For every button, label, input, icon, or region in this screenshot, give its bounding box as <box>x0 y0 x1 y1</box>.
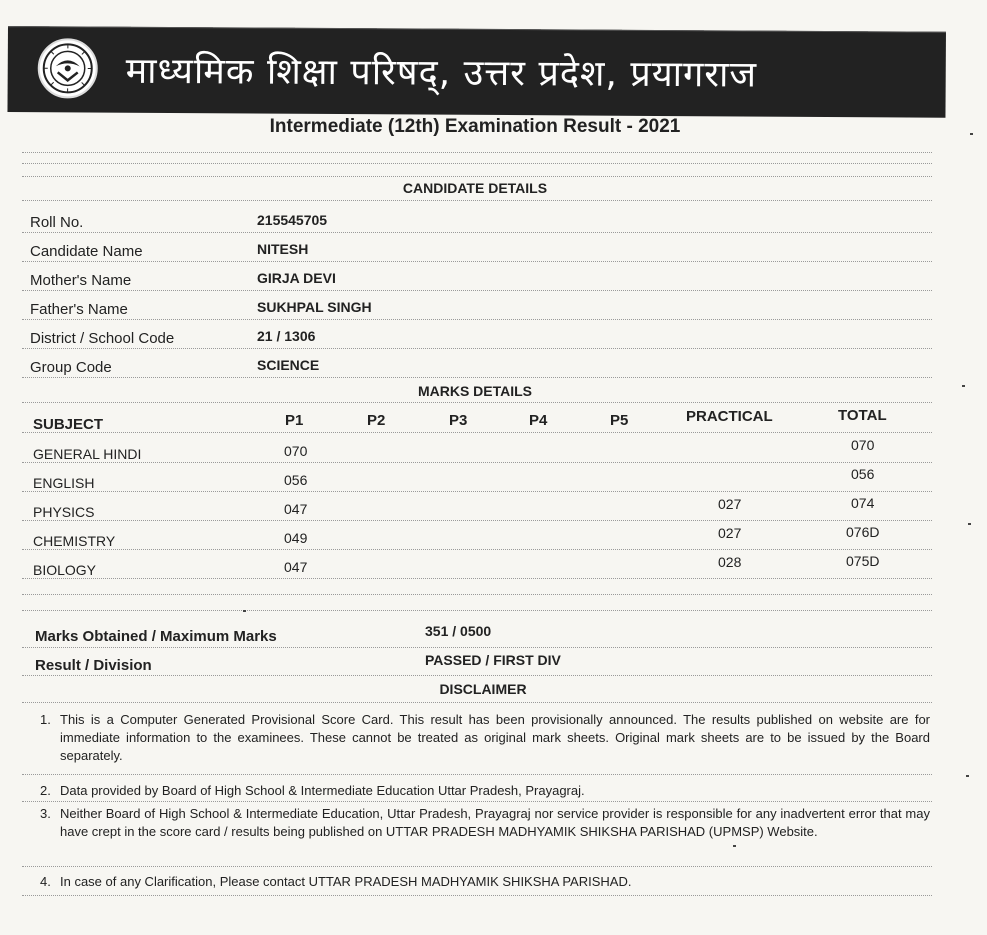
disclaimer-item <box>40 805 930 841</box>
total-marks: 070 <box>851 437 875 453</box>
father-name-value: SUKHPAL SINGH <box>257 299 372 315</box>
divider <box>22 549 932 550</box>
subject-name: GENERAL HINDI <box>33 446 142 462</box>
scan-speck <box>968 523 971 525</box>
total-marks: 074 <box>851 495 875 511</box>
total-marks: 075D <box>846 553 880 569</box>
candidate-details-heading: CANDIDATE DETAILS <box>402 180 548 196</box>
disclaimer-heading: DISCLAIMER <box>439 681 527 697</box>
col-subject: SUBJECT <box>33 416 104 433</box>
father-name-label: Father's Name <box>30 301 128 318</box>
divider <box>22 176 932 177</box>
p1-marks: 047 <box>284 559 308 575</box>
disclaimer-text: This is a Computer Generated Provisional Score Card. This result has been provisionally announced. The results published on website are for immediate information to the examinees. These cannot be treated as original mark sheets. Original mark sheets are to be issued by the Board separately. <box>60 712 930 763</box>
divider <box>22 462 932 463</box>
divider <box>22 702 932 703</box>
divider <box>22 520 932 521</box>
mother-name-label: Mother's Name <box>30 272 132 289</box>
divider <box>22 895 932 896</box>
marks-obtained-value: 351 / 0500 <box>425 623 492 639</box>
col-practical: PRACTICAL <box>686 408 773 425</box>
disclaimer-item <box>40 711 930 765</box>
col-p2: P2 <box>367 412 386 429</box>
district-school-code-value: 21 / 1306 <box>257 328 316 344</box>
scan-speck <box>970 133 973 135</box>
total-marks: 056 <box>851 466 875 482</box>
subject-name: BIOLOGY <box>33 562 97 578</box>
subject-name: CHEMISTRY <box>33 533 116 549</box>
disclaimer-item <box>40 873 930 891</box>
divider <box>22 610 932 611</box>
col-p3: P3 <box>449 412 468 429</box>
board-header <box>7 26 946 118</box>
disclaimer-number: 3. <box>40 806 51 821</box>
marks-obtained-label: Marks Obtained / Maximum Marks <box>35 628 277 645</box>
scan-speck <box>962 385 965 387</box>
divider <box>22 319 932 320</box>
divider <box>22 232 932 233</box>
col-total: TOTAL <box>838 407 887 424</box>
divider <box>22 200 932 201</box>
scan-speck <box>966 775 969 777</box>
divider <box>22 377 932 378</box>
divider <box>22 801 932 802</box>
divider <box>22 402 932 403</box>
col-p1: P1 <box>285 412 304 429</box>
divider <box>22 152 932 153</box>
divider <box>22 491 932 492</box>
divider <box>22 647 932 648</box>
result-division-value: PASSED / FIRST DIV <box>425 652 561 668</box>
disclaimer-number: 1. <box>40 712 51 727</box>
practical-marks: 027 <box>718 496 742 512</box>
candidate-name-value: NITESH <box>257 241 309 257</box>
candidate-name-label: Candidate Name <box>30 243 143 260</box>
p1-marks: 047 <box>284 501 308 517</box>
district-school-code-label: District / School Code <box>30 330 175 347</box>
disclaimer-text: Neither Board of High School & Intermediate Education, Uttar Pradesh, Prayagraj nor service provider is responsible for any inadvertent error that may have crept in the score card / results being published on UTTAR PRADESH MADHYAMIK SHIKSHA PARISHAD (UPMSP) Website. <box>60 806 930 839</box>
divider <box>22 774 932 775</box>
divider <box>22 578 932 579</box>
scan-speck <box>243 610 246 612</box>
p1-marks: 049 <box>284 530 308 546</box>
divider <box>22 594 932 595</box>
divider <box>22 348 932 349</box>
practical-marks: 028 <box>718 554 742 570</box>
roll-no-value: 215545705 <box>257 212 328 228</box>
p1-marks: 056 <box>284 472 308 488</box>
col-p5: P5 <box>610 412 629 429</box>
disclaimer-text: Data provided by Board of High School & Intermediate Education Uttar Pradesh, Prayagraj. <box>60 783 585 798</box>
scan-speck <box>733 845 736 847</box>
divider <box>22 163 932 164</box>
group-code-label: Group Code <box>30 359 112 376</box>
divider <box>22 675 932 676</box>
disclaimer-number: 4. <box>40 874 51 889</box>
disclaimer-number: 2. <box>40 783 51 798</box>
board-title: माध्यमिक शिक्षा परिषद्, उत्तर प्रदेश, प्रयागराज <box>125 50 758 96</box>
divider <box>22 290 932 291</box>
disclaimer-item <box>40 782 930 800</box>
exam-title: Intermediate (12th) Examination Result - 2021 <box>269 116 681 137</box>
col-p4: P4 <box>529 412 548 429</box>
group-code-value: SCIENCE <box>257 357 320 373</box>
roll-no-label: Roll No. <box>30 214 84 231</box>
mother-name-value: GIRJA DEVI <box>257 270 336 286</box>
up-board-emblem-icon <box>38 38 98 98</box>
divider <box>22 261 932 262</box>
subject-name: PHYSICS <box>33 504 95 520</box>
divider <box>22 866 932 867</box>
practical-marks: 027 <box>718 525 742 541</box>
p1-marks: 070 <box>284 443 308 459</box>
marks-details-heading: MARKS DETAILS <box>417 383 533 399</box>
total-marks: 076D <box>846 524 880 540</box>
disclaimer-text: In case of any Clarification, Please contact UTTAR PRADESH MADHYAMIK SHIKSHA PARISHAD. <box>60 874 632 889</box>
divider <box>22 432 932 433</box>
subject-name: ENGLISH <box>33 475 95 491</box>
result-division-label: Result / Division <box>35 657 152 674</box>
